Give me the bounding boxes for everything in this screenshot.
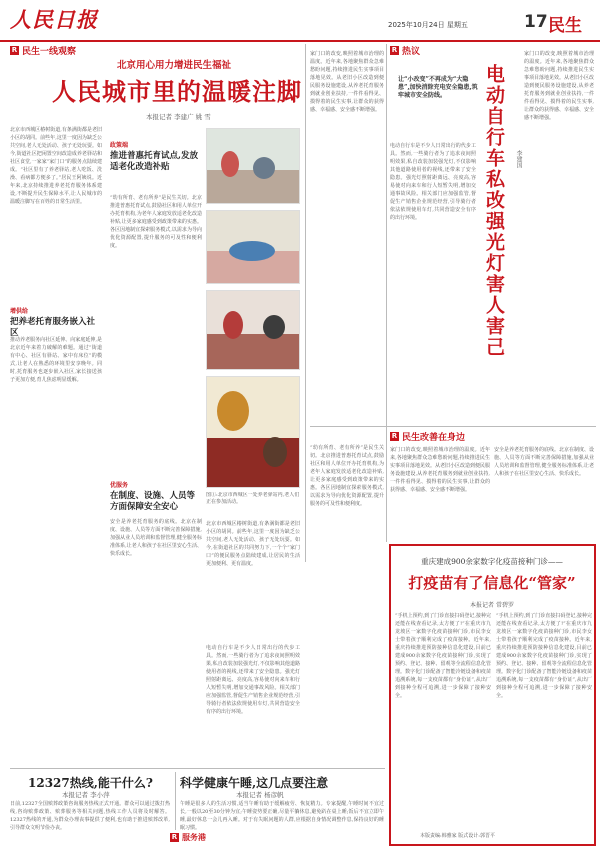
column-divider — [175, 772, 176, 830]
opinion-body-2: 家门口的改变,映照着城市治理的温度。近年来,各地聚焦群众急难愁盼问题,持续推进民生实事项目落地见效。从老旧小区改造到便民服务设施建设,从养老托育服务到就业创业扶持,一件件看得见、摸得着的民生实事,让群众的获得感、幸福感、安全感不断增强。 — [524, 51, 594, 121]
section-divider — [10, 768, 385, 769]
newspaper-logo: 人民日报 — [10, 7, 98, 32]
section-mark-icon: R — [11, 45, 18, 54]
page-number: 17 — [524, 12, 548, 32]
opinion-headline: 电动自行车私改强光灯害人害己 — [483, 64, 505, 358]
section-label-left: R 民生一线观察 — [11, 45, 77, 57]
section-label-right-top: R 热议 — [391, 45, 421, 57]
lead-photo-caption: 图①:北京市西城区一处养老驿站内,老人们正在参加活动。 — [206, 492, 300, 505]
section-label-right-mid: R 民生改善在身边 — [391, 431, 466, 443]
lead-headline: 人民城市里的温暖注脚 — [52, 77, 302, 106]
lead-subhead-2: 增供给 把养老托育服务嵌入社区 — [10, 308, 96, 338]
lead-body-e: 北京市西城区椿树街道,有条满街都是老旧小区的胡同。前些年,这里一度因为缺乏公共空间,老人无处活动、孩子无处玩耍。如今,在街道社区的共同努力下,一个个“家门口”的便民服务点陆续建成,让居民的生活更加便利、更有温度。 — [206, 521, 300, 567]
middle-column-text: 家门口的改变,映照着城市治理的温度。近年来,各地聚焦群众急难愁盼问题,持续推进民生实事项目落地见效。从老旧小区改造到便民服务设施建设,从养老托育服务到就业创业扶持,一件件看得见、摸得着的民生实事,让群众的获得感、幸福感、安全感不断增强。 — [310, 51, 384, 113]
publication-date: 2025年10月24日 星期五 — [388, 21, 468, 29]
health-byline: 本报记者 杨彦帆 — [236, 791, 284, 799]
section-divider — [310, 426, 596, 427]
section-mark-icon: R — [391, 431, 398, 440]
lead-subhead-3: 优服务 在制度、设施、人员等方面保障安全安心 — [110, 482, 196, 512]
hotline-headline: 12327热线,能干什么? — [28, 776, 153, 790]
lead-photo-2 — [206, 210, 300, 284]
featured-body-1: “手机上预约,到了门诊直接扫码登记,接种完还能在线查看记录,太方便了!”在重庆市九龙坡区一家数字化疫苗接种门诊,市民李女士带着孩子顺利完成了疫苗接种。近年来,重庆持续推进预防接种信息化建设,目前已建成900余家数字化疫苗接种门诊,实现了预约、登记、接种、留观等全流程信息化管理。数字化门诊配备了智能冷链设备和疫苗追溯系统,每一支疫苗都有“身份证”,从出厂到接种全程可追溯,进一步保障了接种安全。 — [395, 613, 491, 699]
lead-body-c: 推动养老服务向社区延伸、向家庭延伸,是北京近年来着力破解的难题。通过“街道有中心、社区有驿站、家中有床位”的模式,让老人在熟悉的环境里安享晚年。同时,托育服务也逐步嵌入社区,家长接送孩子更加方便,育儿焦虑明显缓解。 — [10, 337, 102, 383]
lead-photo-4 — [206, 376, 300, 488]
page-section: 民生 — [548, 16, 582, 36]
section-mark-icon: R — [391, 45, 398, 54]
lead-body-b: “幼有所育、老有所养”是民生关切。北京推进普惠托育试点,鼓励社区和用人单位开办托育机构,为老年人家庭发放适老化改造补贴,让更多家庭感受到政策带来的实惠。各区因地制宜探索服务模式,以需求为导向优化资源配置,提升服务的可及性和便利度。 — [110, 195, 202, 249]
lead-photo-3 — [206, 290, 300, 370]
lead-subhead-1: 政策端 推进普惠托育试点,发放适老化改造补贴 — [110, 142, 198, 172]
hotline-body: 日前,12327全国殡葬政策咨询服务热线正式开通。群众可以通过拨打热线,咨询殡葬政策、殡葬服务等相关问题,热线工作人员将及时解答。12327热线的开通,为群众办理丧事提供了便利,也有助于推进殡葬改革,引导群众文明节俭办丧。 — [10, 801, 170, 831]
lead-body-f: 电动自行车是不少人日常出行的代步工具。然而,一些骑行者为了追求夜间照明效果,私自改装加装强光灯,不仅影响其他道路使用者的视线,还带来了安全隐患。强光灯照射距离远、亮度高,容易使对向来车和行人短暂失明,增加交通事故风险。相关部门应加强监管,督促生产销售企业规范经营,引导骑行者依法依规使用车灯,共同营造安全有序的出行环境。 — [206, 645, 300, 715]
featured-kicker: 重庆建成900余家数字化疫苗接种门诊—— — [421, 557, 563, 566]
right-mid-body-2: 安全是养老托育服务的底线。北京在制度、设施、人员等方面不断完善保障措施,加强从业人员培训和监督管理,健全服务标准体系,让老人和孩子在社区里安心生活、快乐成长。 — [494, 447, 594, 477]
featured-byline: 本报记者 常碧罗 — [470, 602, 514, 609]
health-body: 午睡是很多人的生活习惯,适当午睡有助于缓解疲劳、恢复精力。专家提醒,午睡时间不宜过长,一般以20至30分钟为宜;午睡姿势要正确,尽量平躺休息,避免趴在桌上睡;饭后不宜立即午睡,最好休息一会儿再入睡。对于有失眠问题的人群,应根据自身情况调整作息,保持良好的睡眠习惯。 — [180, 801, 384, 830]
middle-column-text-2: “幼有所育、老有所养”是民生关切。北京推进普惠托育试点,鼓励社区和用人单位开办托育机构,为老年人家庭发放适老化改造补贴,让更多家庭感受到政策带来的实惠。各区因地制宜探索服务模式,以需求为导向优化资源配置,提升服务的可及性和便利度。 — [310, 445, 384, 507]
lead-body-d: 安全是养老托育服务的底线。北京在制度、设施、人员等方面不断完善保障措施,加强从业人员培训和监督管理,健全服务标准体系,让老人和孩子在社区里安心生活、快乐成长。 — [110, 519, 202, 557]
masthead — [0, 0, 600, 42]
lead-photo-1 — [206, 128, 300, 204]
featured-body-2: “手机上预约,到了门诊直接扫码登记,接种完还能在线查看记录,太方便了!”在重庆市九龙坡区一家数字化疫苗接种门诊,市民李女士带着孩子顺利完成了疫苗接种。近年来,重庆持续推进预防接种信息化建设,目前已建成900余家数字化疫苗接种门诊,实现了预约、登记、接种、留观等全流程信息化管理。数字化门诊配备了智能冷链设备和疫苗追溯系统,每一支疫苗都有“身份证”,从出厂到接种全程可追溯,进一步保障了接种安全。 — [496, 613, 592, 699]
health-headline: 科学健康午睡,这几点要注意 — [180, 776, 329, 790]
lead-byline: 本报记者 李建广 姚 雪 — [146, 113, 211, 121]
column-divider — [386, 44, 387, 542]
page-footer-credits: 本版责编:韩雅家 版式设计:郭晋平 — [420, 833, 495, 839]
lead-body-a: 北京市西城区椿树街道,有条满街都是老旧小区的胡同。前些年,这里一度因为缺乏公共空间,老人无处活动、孩子无处玩耍。如今,街道社区把闲置空间改造成养老驿站和社区食堂,一家家“家门口”的服务点陆续建成。“社区里有了养老驿站,老人吃饭、洗澡、看病都方便多了。”居民王阿姨说。近年来,北京持续推进养老托育服务体系建设,不断提升民生保障水平,让人民城市的温暖注脚写在百姓的日常生活里。 — [10, 127, 102, 205]
opinion-byline: 李建国 — [515, 150, 522, 168]
lead-kicker: 北京用心用力增进民生福祉 — [116, 60, 231, 71]
opinion-body: 电动自行车是不少人日常出行的代步工具。然而,一些骑行者为了追求夜间照明效果,私自改装加装强光灯,不仅影响其他道路使用者的视线,还带来了安全隐患。强光灯照射距离远、亮度高,容易使对向来车和行人短暂失明,增加交通事故风险。相关部门应加强监管,督促生产销售企业规范经营,引导骑行者依法依规使用车灯,共同营造安全有序的出行环境。 — [390, 143, 476, 221]
service-section-label: R 服务港 — [171, 831, 206, 842]
opinion-quote: 让“小改变”不再成为“大隐患”,加快消除充电安全隐患,筑牢城市安全防线。 — [398, 76, 478, 99]
hotline-byline: 本报记者 李小萍 — [62, 791, 110, 799]
section-mark-icon: R — [171, 832, 178, 841]
featured-headline: 打疫苗有了信息化“管家” — [408, 574, 576, 592]
right-mid-body-1: 家门口的改变,映照着城市治理的温度。近年来,各地聚焦群众急难愁盼问题,持续推进民生实事项目落地见效。从老旧小区改造到便民服务设施建设,从养老托育服务到就业创业扶持,一件件看得见、摸得着的民生实事,让群众的获得感、幸福感、安全感不断增强。 — [390, 447, 490, 493]
column-divider — [305, 44, 306, 562]
